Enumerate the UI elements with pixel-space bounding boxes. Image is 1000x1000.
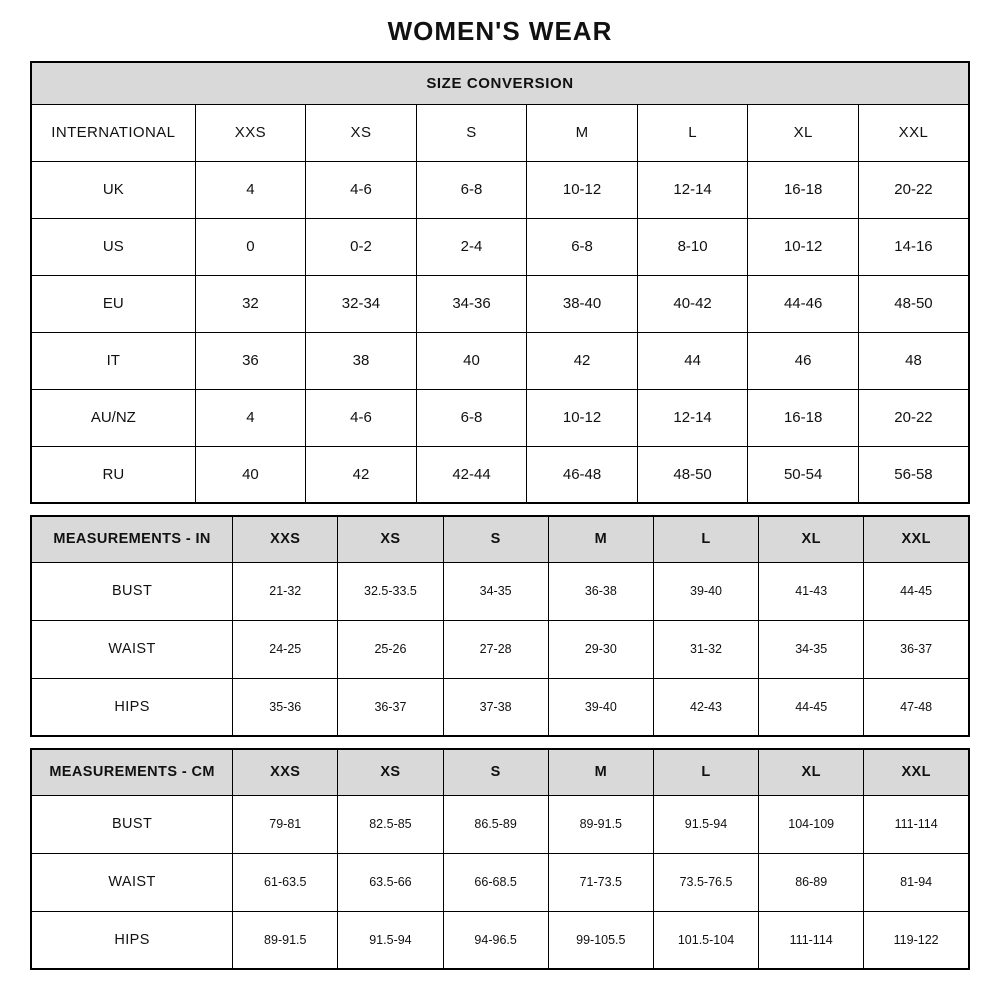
value-cell: 42 [306,446,417,503]
value-cell: 82.5-85 [338,795,443,853]
value-cell: 46-48 [527,446,638,503]
column-header: S [416,104,527,161]
value-cell: 66-68.5 [443,853,548,911]
column-header: XXS [233,749,338,795]
value-cell: 6-8 [416,161,527,218]
value-cell: 4-6 [306,161,417,218]
column-header: XL [759,516,864,562]
value-cell: 111-114 [759,911,864,969]
value-cell: 41-43 [759,562,864,620]
column-header: XL [748,104,859,161]
value-cell: 38 [306,332,417,389]
table-row [31,853,969,911]
value-cell: 56-58 [858,446,969,503]
row-label: WAIST [31,853,233,911]
value-cell: 44 [637,332,748,389]
column-header: XXL [864,749,969,795]
value-cell: 38-40 [527,275,638,332]
column-header: XS [306,104,417,161]
column-header: L [637,104,748,161]
value-cell: 48-50 [858,275,969,332]
value-cell: 91.5-94 [653,795,758,853]
column-header: S [443,749,548,795]
value-cell: 36-38 [548,562,653,620]
value-cell: 20-22 [858,161,969,218]
table-row [31,911,969,969]
table-row [31,795,969,853]
value-cell: 32.5-33.5 [338,562,443,620]
table-row [31,620,969,678]
column-header: XXS [233,516,338,562]
value-cell: 34-36 [416,275,527,332]
value-cell: 42-44 [416,446,527,503]
value-cell: 47-48 [864,678,969,736]
value-cell: 39-40 [653,562,758,620]
table-row [31,678,969,736]
value-cell: 36-37 [338,678,443,736]
value-cell: 48 [858,332,969,389]
value-cell: 91.5-94 [338,911,443,969]
row-label: US [31,218,195,275]
column-header: M [527,104,638,161]
page-title: WOMEN'S WEAR [387,16,613,46]
value-cell: 89-91.5 [548,795,653,853]
value-cell: 42 [527,332,638,389]
value-cell: 39-40 [548,678,653,736]
value-cell: 44-46 [748,275,859,332]
value-cell: 2-4 [416,218,527,275]
header-label-cell: MEASUREMENTS - IN [31,516,233,562]
value-cell: 16-18 [748,161,859,218]
value-cell: 4 [195,161,306,218]
value-cell: 86.5-89 [443,795,548,853]
table-row [31,161,969,218]
value-cell: 32 [195,275,306,332]
value-cell: 0 [195,218,306,275]
value-cell: 29-30 [548,620,653,678]
value-cell: 81-94 [864,853,969,911]
value-cell: 32-34 [306,275,417,332]
table-section-title: SIZE CONVERSION [31,62,969,104]
value-cell: 36-37 [864,620,969,678]
row-label: WAIST [31,620,233,678]
value-cell: 31-32 [653,620,758,678]
value-cell: 94-96.5 [443,911,548,969]
header-label-cell: MEASUREMENTS - CM [31,749,233,795]
value-cell: 12-14 [637,161,748,218]
column-header: XL [759,749,864,795]
value-cell: 71-73.5 [548,853,653,911]
value-cell: 104-109 [759,795,864,853]
value-cell: 27-28 [443,620,548,678]
row-label: BUST [31,795,233,853]
value-cell: 21-32 [233,562,338,620]
header-row [31,749,969,795]
row-label: HIPS [31,911,233,969]
value-cell: 6-8 [416,389,527,446]
value-cell: 25-26 [338,620,443,678]
value-cell: 14-16 [858,218,969,275]
value-cell: 48-50 [637,446,748,503]
value-cell: 34-35 [759,620,864,678]
value-cell: 44-45 [759,678,864,736]
value-cell: 34-35 [443,562,548,620]
row-label: BUST [31,562,233,620]
column-header: S [443,516,548,562]
value-cell: 6-8 [527,218,638,275]
size-conversion-table [30,61,970,504]
value-cell: 4 [195,389,306,446]
column-header: M [548,749,653,795]
value-cell: 61-63.5 [233,853,338,911]
table-row [31,275,969,332]
value-cell: 40 [195,446,306,503]
row-label: HIPS [31,678,233,736]
value-cell: 10-12 [748,218,859,275]
value-cell: 111-114 [864,795,969,853]
table-row [31,446,969,503]
value-cell: 46 [748,332,859,389]
value-cell: 42-43 [653,678,758,736]
value-cell: 12-14 [637,389,748,446]
row-label: IT [31,332,195,389]
value-cell: 8-10 [637,218,748,275]
value-cell: 35-36 [233,678,338,736]
value-cell: 36 [195,332,306,389]
table-row [31,389,969,446]
measurements-cm-table [30,748,970,970]
header-label-cell: INTERNATIONAL [31,104,195,161]
row-label: AU/NZ [31,389,195,446]
value-cell: 119-122 [864,911,969,969]
column-header: XS [338,749,443,795]
value-cell: 0-2 [306,218,417,275]
row-label: EU [31,275,195,332]
value-cell: 20-22 [858,389,969,446]
column-header: XXL [864,516,969,562]
header-row [31,516,969,562]
row-label: RU [31,446,195,503]
value-cell: 24-25 [233,620,338,678]
value-cell: 16-18 [748,389,859,446]
table-row [31,332,969,389]
value-cell: 50-54 [748,446,859,503]
value-cell: 10-12 [527,389,638,446]
column-header: M [548,516,653,562]
value-cell: 79-81 [233,795,338,853]
value-cell: 99-105.5 [548,911,653,969]
header-row [31,104,969,161]
value-cell: 44-45 [864,562,969,620]
value-cell: 89-91.5 [233,911,338,969]
row-label: UK [31,161,195,218]
value-cell: 10-12 [527,161,638,218]
table-row [31,562,969,620]
value-cell: 101.5-104 [653,911,758,969]
column-header: L [653,516,758,562]
column-header: XXS [195,104,306,161]
column-header: XS [338,516,443,562]
value-cell: 40 [416,332,527,389]
column-header: XXL [858,104,969,161]
value-cell: 63.5-66 [338,853,443,911]
value-cell: 73.5-76.5 [653,853,758,911]
column-header: L [653,749,758,795]
table-row [31,218,969,275]
measurements-in-table [30,515,970,737]
value-cell: 40-42 [637,275,748,332]
value-cell: 86-89 [759,853,864,911]
value-cell: 37-38 [443,678,548,736]
table-title-row [31,62,969,104]
value-cell: 4-6 [306,389,417,446]
